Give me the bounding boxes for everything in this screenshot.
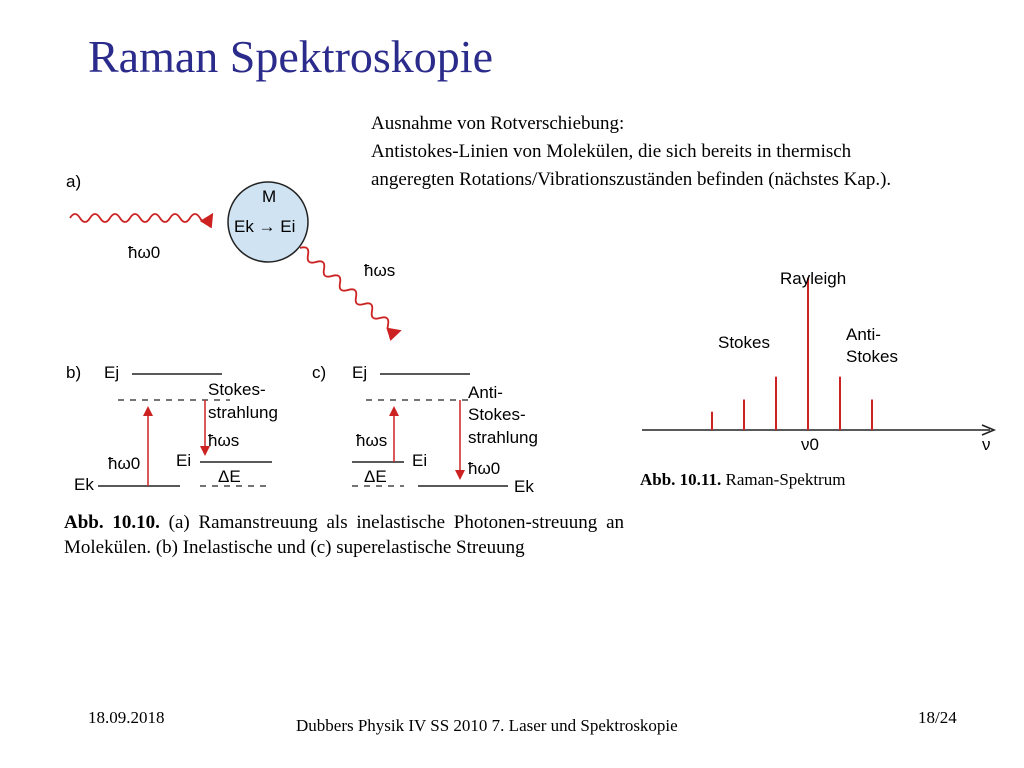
molecule-transition: Ek → Ei [234,217,296,236]
molecule-label: M [262,187,277,206]
fig-c-photon-down: ħω0 [468,459,501,478]
note-line-2: Antistokes-Linien von Molekülen, die sich bereits in thermisch [371,141,852,162]
fig-c-process-2: Stokes- [468,405,526,424]
fig-c-process-1: Anti- [468,383,503,402]
fig-c-level-top: Ej [352,363,368,382]
fig-c-level-mid: Ei [412,451,428,470]
caption-10-10-text-b: (b) Inelastische und (c) superelastische Streuung [155,537,525,558]
fig-b-level-mid: Ei [176,451,192,470]
fig-c-process-3: strahlung [468,428,538,447]
incoming-photon-wave [70,214,210,222]
caption-10-11 [640,470,845,490]
antistokes-label-1: Anti- [846,325,881,344]
caption-10-10-label: Abb. 10.10. [64,512,160,533]
caption-10-11-label: Abb. 10.11. [640,470,722,489]
fig-b-label: b) [66,363,82,382]
antistokes-label-2: Stokes [846,347,898,366]
scattered-photon-label: ħωs [364,261,396,280]
fig-c-label: c) [312,363,327,382]
footer-title: Dubbers Physik IV SS 2010 7. Laser und Spektroskopie [296,716,678,735]
nu0-tick-label: ν0 [801,435,819,454]
caption-10-11-text: Raman-Spektrum [725,470,846,489]
fig-b-process-1: Stokes- [208,380,266,399]
note-line-3: angeregten Rotations/Vibrationszuständen befinden (nächstes Kap.). [371,169,892,190]
fig-b-process-2: strahlung [208,403,278,422]
caption-10-10 [64,510,624,560]
incoming-photon-label: ħω0 [128,243,161,262]
stokes-label: Stokes [718,333,770,352]
fig-b-photon-down: ħωs [208,431,240,450]
footer-page-number: 18/24 [918,708,957,727]
fig-b-photon-up: ħω0 [108,454,141,473]
fig-c-photon-up: ħωs [356,431,388,450]
fig-b-level-bottom: Ek [74,475,94,494]
caption-10-10-text-a: (a) Ramanstreuung als inelastische Photonen-streuung an Molekülen. [64,512,624,558]
fig-c-delta: ΔE [364,467,387,486]
note-line-1: Ausnahme von Rotverschiebung: [371,113,625,134]
fig-b-delta: ΔE [218,467,241,486]
slide-title: Raman Spektroskopie [88,31,493,82]
nu-axis-label: ν [982,435,991,454]
rayleigh-label: Rayleigh [780,269,847,288]
footer-date: 18.09.2018 [88,708,165,727]
fig-b-level-top: Ej [104,363,120,382]
raman-spectrum-chart [630,250,1020,460]
fig-a-label: a) [66,172,82,191]
fig-c-level-bottom: Ek [514,477,534,496]
